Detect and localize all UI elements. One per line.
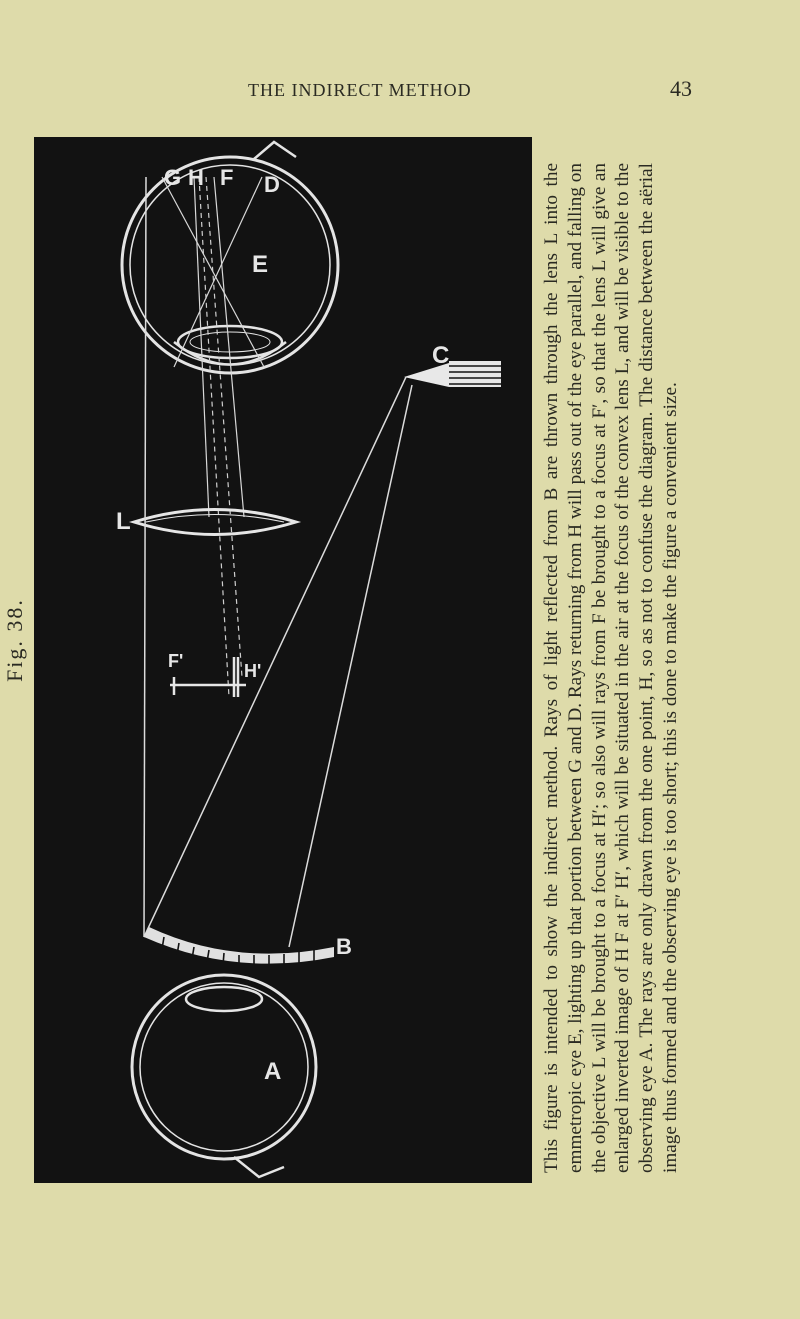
- label-d: D: [264, 172, 280, 197]
- label-g: G: [164, 165, 182, 190]
- caption-paragraph: This figure is intended to show the indirect method. Rays of light reflected from B are thrown through the lens L into the emmetropic eye E, lighting up that portion between G and D. Rays returning from H will pass out of the eye parallel, and falling on the objective L will be brought to a focus at H′; so also will rays from F be brought to a focus at F′, so that the lens L will give an enlarged inverted image of H F at F′ H′, which will be situated in the air at the focus of the convex lens L, and will be visible to the observing eye A. The rays are only drawn from the one point, H, so as not to confuse the diagram. The distance between the aërial image thus formed and the observing eye is too short; this is done to make the figure a convenient size.: [541, 163, 681, 1173]
- optics-diagram: [34, 137, 532, 1183]
- label-a: A: [264, 1058, 282, 1085]
- figure-caption: [540, 163, 800, 1173]
- label-b: B: [336, 934, 352, 959]
- light-source-c: [404, 361, 501, 387]
- observing-eye-a: [132, 975, 316, 1177]
- caption-region: [527, 163, 800, 1173]
- label-h: H: [188, 165, 204, 190]
- ray-lines-eye: [162, 177, 264, 517]
- running-title: THE INDIRECT METHOD: [248, 80, 472, 100]
- source-rays: [144, 177, 412, 947]
- label-e: E: [252, 251, 269, 278]
- figure-plate: [34, 137, 532, 1183]
- label-l: L: [116, 508, 131, 535]
- label-h-prime: H': [244, 661, 262, 681]
- label-f: F: [220, 165, 234, 190]
- ophthalmoscope-mirror-b: [144, 927, 334, 967]
- figure-label: Fig. 38.: [2, 598, 27, 682]
- objective-lens-l: [134, 510, 296, 535]
- label-c: C: [432, 342, 450, 369]
- page-number: 43: [670, 76, 692, 101]
- label-f-prime: F': [168, 651, 184, 671]
